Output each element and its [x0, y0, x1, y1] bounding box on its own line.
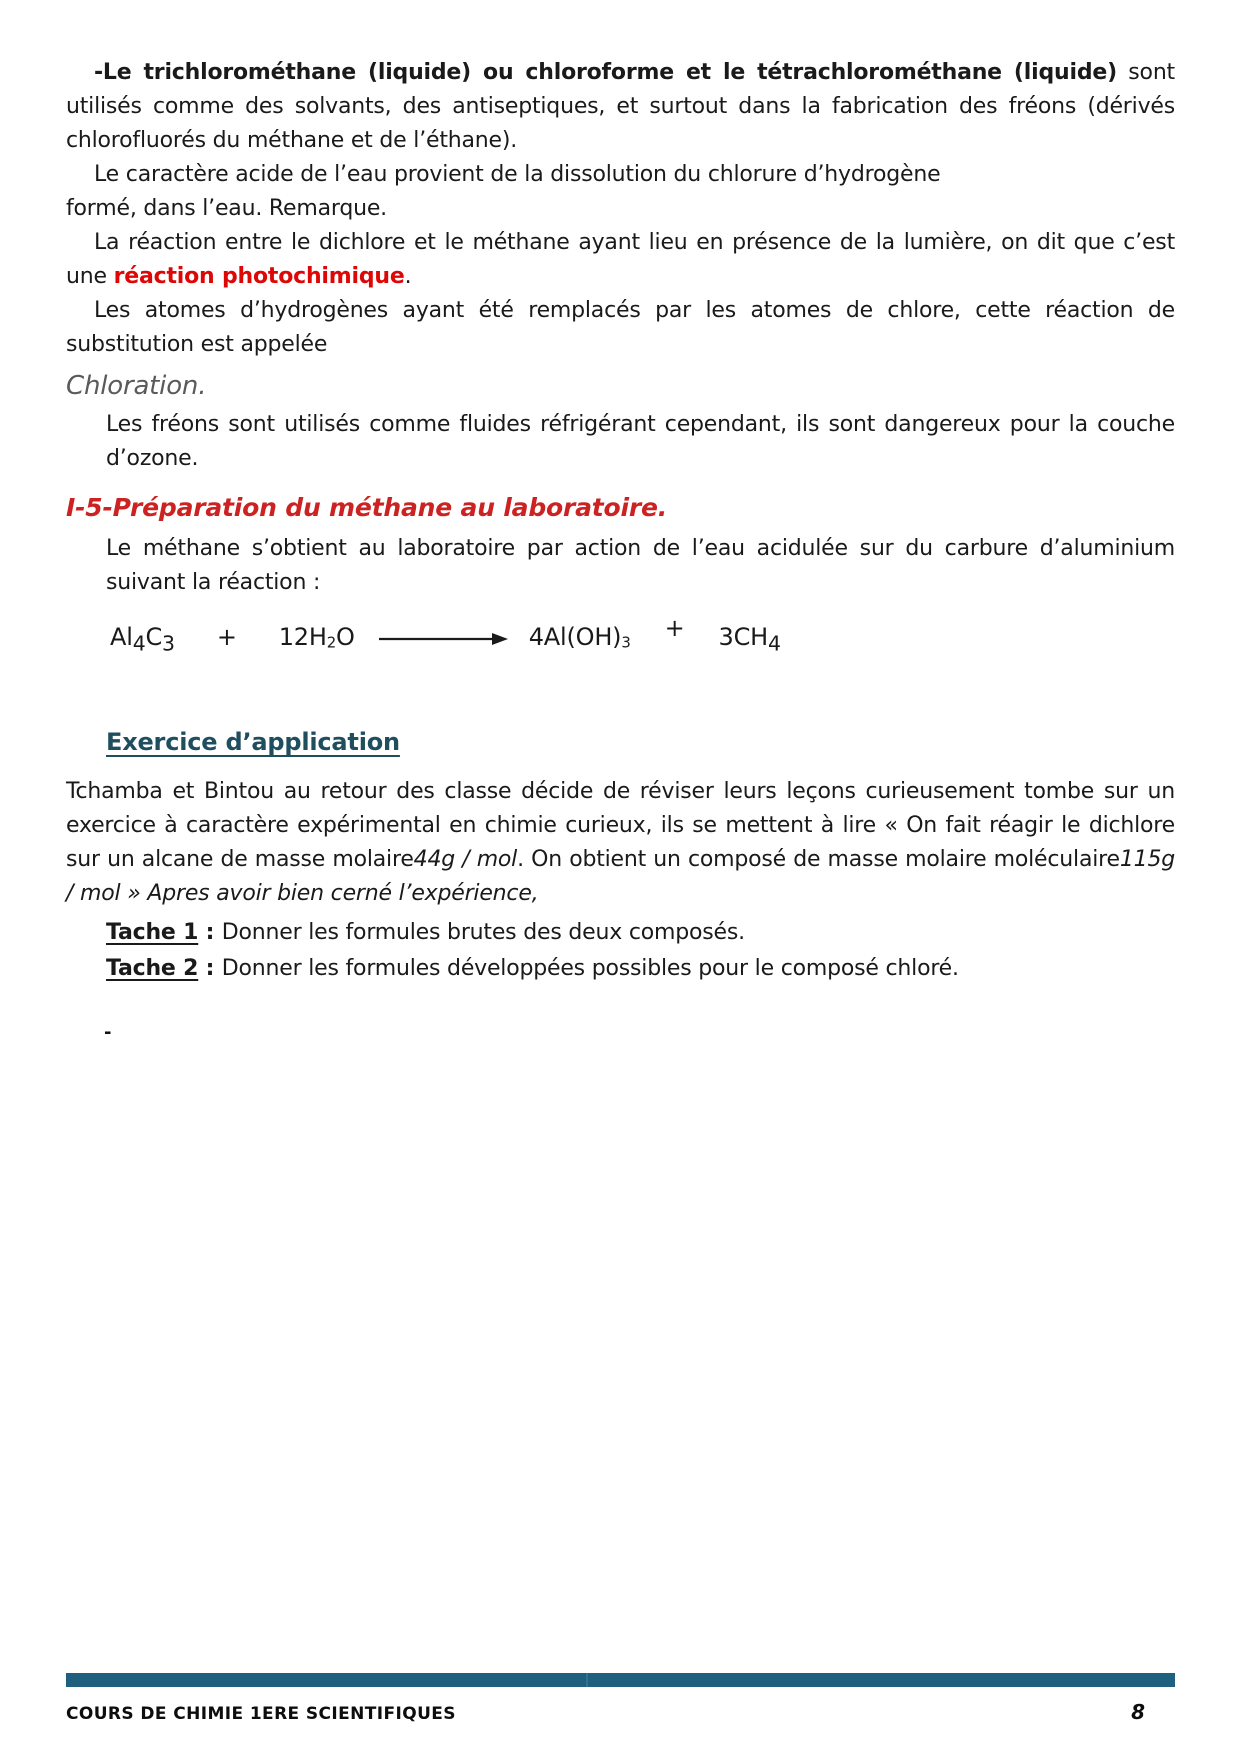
footer-course-title: COURS DE CHIMIE 1ERE SCIENTIFIQUES [66, 1704, 456, 1724]
task-2-text: Donner les formules développées possibles pour le composé chloré. [221, 955, 959, 981]
paragraph-freons: Les fréons sont utilisés comme fluides réfrigérant cependant, ils sont dangereux pour la couche d’ozone. [106, 412, 1175, 471]
task-1-label: Tache 1 [106, 919, 199, 945]
task-2-line [106, 951, 1175, 987]
product-ch4: $3CH_4$ [718, 623, 781, 656]
exercise-heading-row [66, 725, 1175, 761]
photochemical-reaction-term: réaction photochimique [113, 264, 405, 289]
footer [66, 1700, 1175, 1724]
section-heading-preparation: I-5-Préparation du méthane au laboratoire. [66, 493, 668, 522]
paragraph-photochemical-pre: La réaction entre le dichlore et le méthane ayant lieu en présence de la lumière, on dit que c’est une [66, 230, 1175, 289]
task-1-line [106, 915, 1175, 951]
reaction-arrow-icon [379, 622, 509, 656]
paragraph-substitution: Les atomes d’hydrogènes ayant été remplacés par les atomes de chlore, cette réaction de substitution est appelée [66, 298, 1175, 357]
task-1-separator: : [198, 919, 222, 945]
paragraph-trichloromethane-rest: sont utilisés comme des solvants, des antiseptiques, et surtout dans la fabrication des fréons (dérivés chlorofluorés du méthane et de l’éthane). [66, 60, 1175, 153]
reactant-h2o: 12H2O [278, 623, 355, 652]
paragraph-photochemical [66, 226, 1175, 294]
exercise-application-heading: Exercice d’application [106, 727, 400, 756]
chemical-equation [110, 614, 1175, 661]
footer-page-number: 8 [1131, 1700, 1145, 1724]
paragraph-acid-line2: formé, dans l’eau. Remarque. [66, 196, 387, 221]
paragraph-acid-line1: Le caractère acide de l’eau provient de la dissolution du chlorure d’hydrogène [94, 162, 941, 187]
task-1-text: Donner les formules brutes des deux composés. [221, 919, 745, 945]
exercise-molar-mass-2: 115g / mol » Apres avoir bien cerné l’expérience, [66, 846, 1175, 906]
paragraph-exercise-statement [66, 775, 1175, 911]
plus-sign-1: + [216, 623, 237, 651]
exercise-statement-pre: Tchamba et Bintou au retour des classe décide de réviser leurs leçons curieusement tombe sur un exercice à caractère expérimental en chimie curieux, ils se mettent à lire « On fait réagir le dichlore sur un alcane de masse molaire [66, 778, 1175, 872]
reactant-al4c3: $Al_4C_3$ [110, 623, 175, 656]
paragraph-trichloromethane-bold: -Le trichlorométhane (liquide) ou chloroforme et le tétrachlorométhane (liquide) [94, 60, 1117, 85]
exercise-molar-mass-1: 44g / mol [413, 846, 518, 872]
exercise-statement-mid: . On obtient un composé de masse molaire moléculaire [517, 846, 1120, 872]
chloration-term: Chloration. [66, 371, 207, 401]
paragraph-photochemical-post: . [404, 264, 412, 289]
document-body [66, 56, 1175, 987]
footer-divider-bar [66, 1673, 1175, 1687]
stray-dash-mark: - [104, 1022, 112, 1043]
product-aloh3: 4Al(OH)3 [528, 623, 631, 652]
task-2-label: Tache 2 [106, 955, 199, 981]
task-list [66, 915, 1175, 987]
footer-bar-seam [586, 1673, 588, 1687]
plus-sign-2: + [664, 614, 685, 642]
paragraph-methane-lab: Le méthane s’obtient au laboratoire par action de l’eau acidulée sur du carbure d’aluminium suivant la réaction : [106, 536, 1175, 595]
paragraph-acid-character [66, 158, 1175, 226]
task-2-separator: : [198, 955, 222, 981]
paragraph-trichloromethane [66, 56, 1175, 158]
